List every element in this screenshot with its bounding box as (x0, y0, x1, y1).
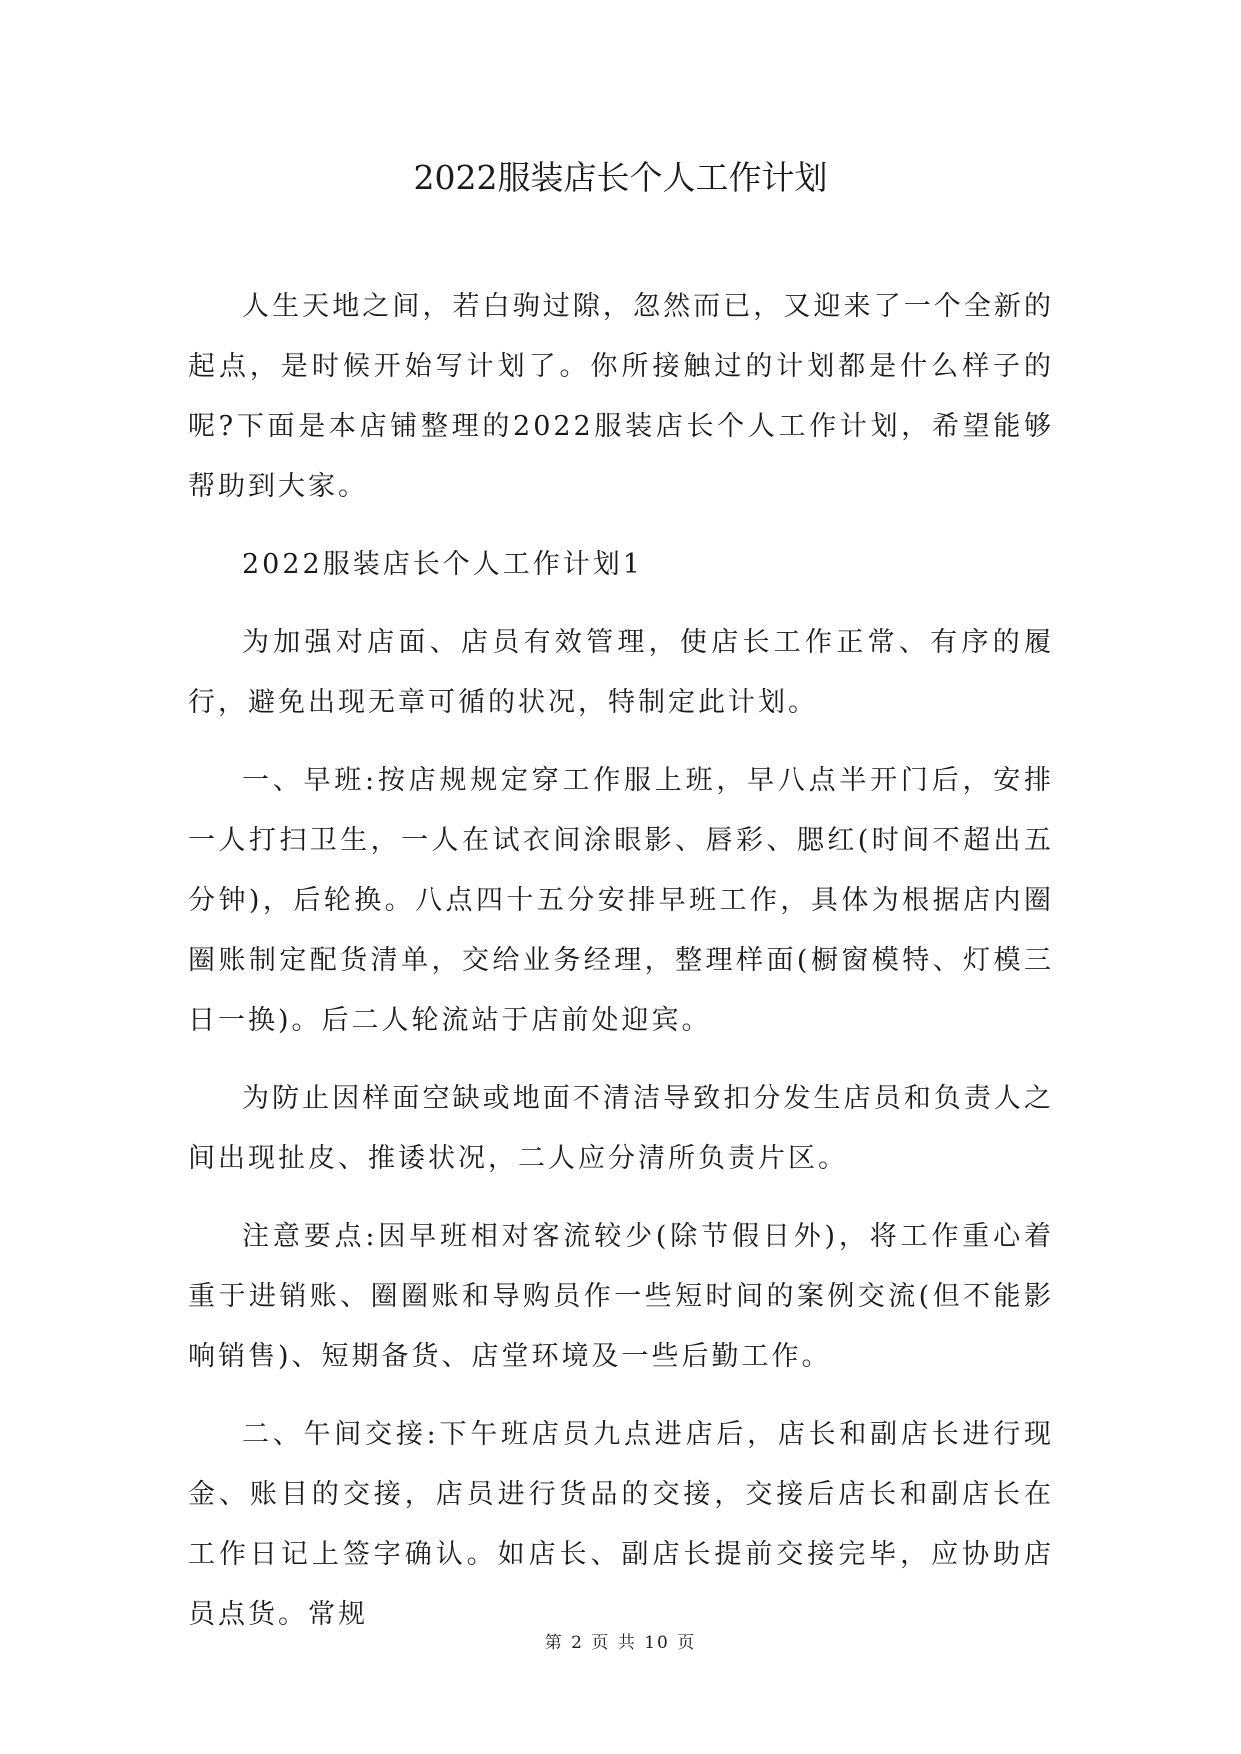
paragraph-purpose: 为加强对店面、店员有效管理，使店长工作正常、有序的履行，避免出现无章可循的状况，特制定此计划。 (188, 627, 1054, 718)
section-heading: 2022服装店长个人工作计划1 (242, 549, 643, 580)
paragraph-morning-shift: 一、早班:按店规规定穿工作服上班，早八点半开门后，安排一人打扫卫生，一人在试衣间涂眼影、唇彩、腮红(时间不超出五分钟)，后轮换。八点四十五分安排早班工作，具体为根据店内圈圈账制定配货清单，交给业务经理，整理样面(橱窗模特、灯模三日一换)。后二人轮流站于店前处迎宾。 (188, 765, 1054, 1036)
document-title: 2022服装店长个人工作计划 (413, 158, 828, 197)
page-number: 第 2 页 共 10 页 (544, 1633, 697, 1653)
paragraph-noon-handover: 二、午间交接:下午班店员九点进店后，店长和副店长进行现金、账目的交接，店员进行货品的交接，交接后店长和副店长在工作日记上签字确认。如店长、副店长提前交接完毕，应协助店员点货。常规 (188, 1419, 1054, 1630)
document-body (188, 277, 1054, 1645)
paragraph-intro: 人生天地之间，若白驹过隙，忽然而已，又迎来了一个全新的起点，是时候开始写计划了。你所接触过的计划都是什么样子的呢?下面是本店铺整理的2022服装店长个人工作计划，希望能够帮助到大家。 (188, 291, 1054, 502)
paragraph-key-points: 注意要点:因早班相对客流较少(除节假日外)，将工作重心着重于进销账、圈圈账和导购员作一些短时间的案例交流(但不能影响销售)、短期备货、店堂环境及一些后勤工作。 (188, 1221, 1054, 1372)
paragraph-responsibility: 为防止因样面空缺或地面不清洁导致扣分发生店员和负责人之间出现扯皮、推诿状况，二人应分清所负责片区。 (188, 1083, 1054, 1174)
